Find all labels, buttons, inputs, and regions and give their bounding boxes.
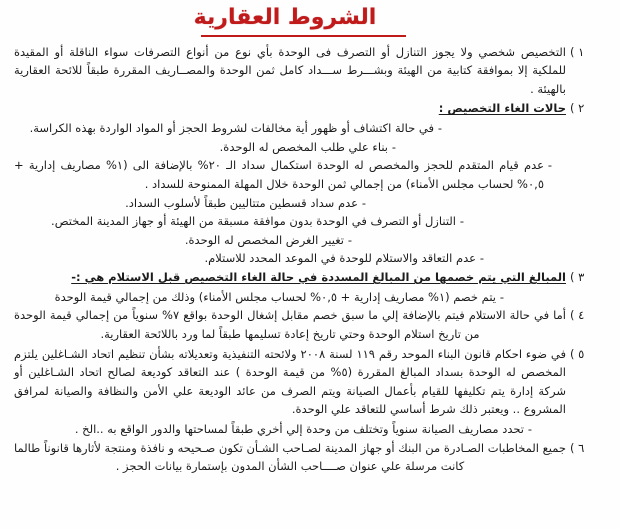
terms-list xyxy=(14,43,596,476)
title-block xyxy=(14,4,596,37)
subitem-text: تغيير الغرض المخصص له الوحدة. xyxy=(184,232,344,247)
subitem-text: عدم قيام المتقدم للحجز والمخصص له الوحدة استكمال سداد الـ ٢٠% بالإضافة الى (١% مصاريف إدارية + ٠,٥% لحساب مجلس الأمناء) من إجمالي ثمن الوحدة خلال المهلة الممنوحة للسداد . xyxy=(14,158,544,191)
item-number: ٤ ) xyxy=(570,308,585,323)
subitem-text: يتم خصم (١% مصاريف إدارية + ٠,٥% لحساب مجلس الأمناء) وذلك من إجمالي قيمة الوحدة xyxy=(54,289,496,304)
bullet-dash-icon: - xyxy=(391,139,397,154)
title-underline-rule xyxy=(201,35,406,37)
subitem-text: تحدد مصاريف الصيانة سنوياً وتختلف من وحدة إلي أخري طبقاً لمساحتها والدور الواقع به ..الخ . xyxy=(74,422,524,436)
list-item xyxy=(14,194,596,213)
list-item xyxy=(14,345,596,420)
subitem-text: عدم سداد قسطين متتاليين طبقاً لأسلوب السداد. xyxy=(125,195,358,210)
bullet-dash-icon: - xyxy=(479,251,485,266)
sublist-item-3 xyxy=(14,288,596,307)
page-title: الشروط العقارية xyxy=(193,5,377,30)
subitem-text: التنازل أو التصرف في الوحدة بدون موافقة مسبقة من الهيئة أو جهاز المدينة المختص. xyxy=(51,214,456,229)
subitem-text: بناء علي طلب المخصص له الوحدة. xyxy=(219,139,388,154)
subitem-text: عدم التعاقد والاستلام للوحدة في الموعد المحدد للاستلام. xyxy=(204,251,476,266)
bullet-dash-icon: - xyxy=(437,121,443,135)
sublist-item-2 xyxy=(14,119,596,268)
item-number: ٥ ) xyxy=(570,346,585,361)
list-item xyxy=(14,439,596,476)
item-heading xyxy=(14,99,566,118)
list-item xyxy=(14,268,596,287)
sublist-item-5 xyxy=(14,420,596,439)
list-item xyxy=(14,138,596,157)
list-item xyxy=(14,119,596,138)
list-item xyxy=(14,288,596,307)
item-text: جميع المخاطبات الصـادرة من البنك أو جهاز المدينة لصـاحب الشـأن تكون صـحيحه و نافذة ومنتجة لأثارها قانوناً طالما كانت مرسلة علي عنوان صــــاحب الشأن المدون بإستمارة بيانات الحجز . xyxy=(14,440,566,474)
list-item xyxy=(14,99,596,118)
item-text: التخصيص شخصي ولا يجوز التنازل أو التصرف فى الوحدة بأي نوع من أنواع التصرفات سواء الناقلة أو المقيدة للملكية إلا بموافقة كتابية من الهيئة وبشـــرط ســـداد كامل ثمن الوحدة والمصــاريف المقررة طبقاً للائحة العقارية بالهيئة . xyxy=(14,44,566,96)
list-item xyxy=(14,212,596,231)
list-item xyxy=(14,231,596,250)
subitem-text: في حالة اكتشاف أو ظهور أية مخالفات لشروط الحجز أو المواد الواردة بهذه الكراسة. xyxy=(29,121,434,135)
item-heading xyxy=(14,268,566,287)
item-heading-text: المبالغ التي يتم خصمها من المبالغ المسددة في حالة الغاء التخصيص قبل الاستلام هي :- xyxy=(71,270,566,284)
bullet-dash-icon: - xyxy=(347,232,353,247)
bullet-dash-icon: - xyxy=(361,195,367,210)
bullet-dash-icon: - xyxy=(459,214,465,229)
list-item xyxy=(14,306,596,343)
list-item xyxy=(14,249,596,268)
item-text: أما في حالة الاستلام فيتم بالإضافة إلي ما سبق خصم مقابل إشغال الوحدة بواقع ٧% سنوياً من إجمالي قيمة الوحدة من تاريخ استلام الوحدة وحتي تاريخ إعادة تسليمها طبقاً لما ورد باللائحة العقارية. xyxy=(14,308,566,341)
item-number: ٣ ) xyxy=(570,270,585,284)
list-item xyxy=(14,420,596,439)
item-number: ٦ ) xyxy=(570,440,585,455)
bullet-dash-icon: - xyxy=(527,422,533,436)
bullet-dash-icon: - xyxy=(499,289,505,304)
bullet-dash-icon: - xyxy=(547,158,553,173)
item-text: في ضوء احكام قانون البناء الموحد رقم ١١٩ لسنة ٢٠٠٨ ولائحته التنفيذية وتعديلاته بشأن تنظيم اتحاد الشـاغلين يلتزم المخصص له الوحدة بسداد المبالغ المقررة (٥% من قيمة الوحدة ) عند التعاقد كوديعة لصالح اتحاد الشـاغلين أو شركة إدارة يتم تكليفها للقيام بأعمال الصيانة ويتم الصرف من عائد الوديعة علي الأمن والنظافة والصيانة لمرافق المشروع .. ويعتبر ذلك شرط أساسي للتعاقد علي الوحدة. xyxy=(14,346,566,417)
list-item xyxy=(14,156,596,193)
item-number: ١ ) xyxy=(570,44,585,59)
list-item xyxy=(14,43,596,99)
item-heading-text: حالات الغاء التخصيص : xyxy=(438,101,566,116)
item-number: ٢ ) xyxy=(570,101,585,116)
